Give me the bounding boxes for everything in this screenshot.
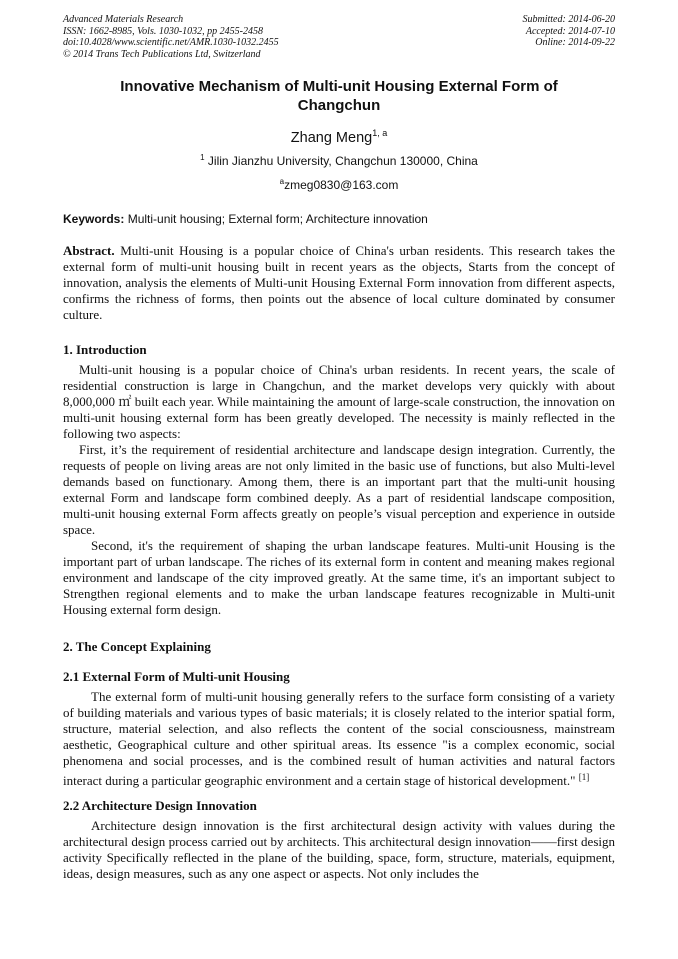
doi-line: doi:10.4028/www.scientific.net/AMR.1030-1032.2455 <box>63 37 279 48</box>
keywords-label: Keywords: <box>63 211 125 226</box>
citation-ref[interactable]: [1] <box>578 771 590 782</box>
author-email <box>63 174 615 193</box>
section-heading-introduction: 1. Introduction <box>63 341 147 357</box>
affiliation-text: Jilin Jianzhu University, Changchun 130000, China <box>204 153 478 168</box>
intro-paragraph-1: Multi-unit housing is a popular choice of China's urban residents. In recent years, the scale of residential construction is large in Changchun, and the market develops very quickly with about 8,000,000 ㎡ built each year. While maintaining the amount of large-scale construction, the innovation on multi-unit housing external form has been greatly developed. The necessity is mainly reflected in the following two aspects: <box>63 361 615 441</box>
external-form-text: The external form of multi-unit housing generally refers to the surface form consisting of a variety of building materials and various types of basic materials; it is closely related to the interior spatial form, structure, material selection, and also reflects the content of the social consciousness, mainstream aesthetic, Geographical culture and other spiritual areas. Its essence "is a complex economic, social phenomena and social processes, and is the combined result of human activities and natural factors interact during a particular geographic environment and a certain stage of historical development." <box>63 688 615 788</box>
keywords-text: Multi-unit housing; External form; Architecture innovation <box>124 211 428 226</box>
email-mark: a <box>279 176 285 186</box>
paper-title: Innovative Mechanism of Multi-unit Housing External Form of Changchun <box>120 78 558 114</box>
publication-dates <box>523 14 616 60</box>
keywords <box>63 212 615 227</box>
affiliation <box>63 150 615 169</box>
affiliation-mark: 1 <box>200 152 205 162</box>
journal-info <box>63 14 279 60</box>
abstract-label: Abstract. <box>63 242 115 258</box>
journal-header <box>63 14 615 60</box>
abstract-text: Multi-unit Housing is a popular choice of China's urban residents. This research takes the external form of multi-unit housing built in recent years as the objects, Starts from the concept of innovation, analysis the elements of Multi-unit Housing External Form innovation from different aspects, confirms the richness of forms, then points out the absence of local culture dominated by consumer culture. <box>63 242 615 322</box>
author-name: Zhang Meng <box>290 129 373 146</box>
author-affil-mark: 1, a <box>372 128 388 138</box>
journal-name: Advanced Materials Research <box>63 14 184 25</box>
section-heading-concept: 2. The Concept Explaining <box>63 638 211 654</box>
abstract <box>63 243 615 323</box>
copyright-line: © 2014 Trans Tech Publications Ltd, Switzerland <box>63 48 261 60</box>
author-line <box>63 124 615 147</box>
subsection-heading-design-innovation: 2.2 Architecture Design Innovation <box>63 797 257 813</box>
submitted-date: Submitted: 2014-06-20 <box>522 14 615 25</box>
online-date: Online: 2014-09-22 <box>535 37 615 48</box>
subsection-heading-external-form: 2.1 External Form of Multi-unit Housing <box>63 668 290 684</box>
external-form-paragraph <box>63 689 615 789</box>
paper-page <box>63 14 615 882</box>
issn-line: ISSN: 1662-8985, Vols. 1030-1032, pp 2455-2458 <box>63 25 263 37</box>
design-innovation-paragraph: Architecture design innovation is the first architectural design activity with values during the architectural design process carried out by architects. This architectural design innovation——first design activity Specifically reflected in the plane of the building, space, form, structure, materials, equipment, ideas, design measures, such as any one aspect or aspects. Not only includes the <box>63 817 615 881</box>
intro-paragraph-3: Second, it's the requirement of shaping the urban landscape features. Multi-unit Housing is the important part of urban landscape. The riches of its external form in content and meaning makes regional environment and landscape of the city improved greatly. At the same time, it's an important subject to Strengthen regional elements and to make the urban landscape features recognizable in Multi-unit Housing external form design. <box>63 537 615 617</box>
intro-paragraph-2: First, it’s the requirement of residential architecture and landscape design integration. Currently, the requests of people on living areas are not only limited in the basic use of functions, but also Multi-level demands based on functionary. Among them, there is an important part that the multi-unit housing external Form and landscape form combined deeply. As a part of residential landscape composition, multi-unit housing external Form affects greatly on people’s visual perception and experience in outside space. <box>63 441 615 537</box>
email-address: zmeg0830@163.com <box>284 177 399 192</box>
accepted-date: Accepted: 2014-07-10 <box>525 25 615 37</box>
